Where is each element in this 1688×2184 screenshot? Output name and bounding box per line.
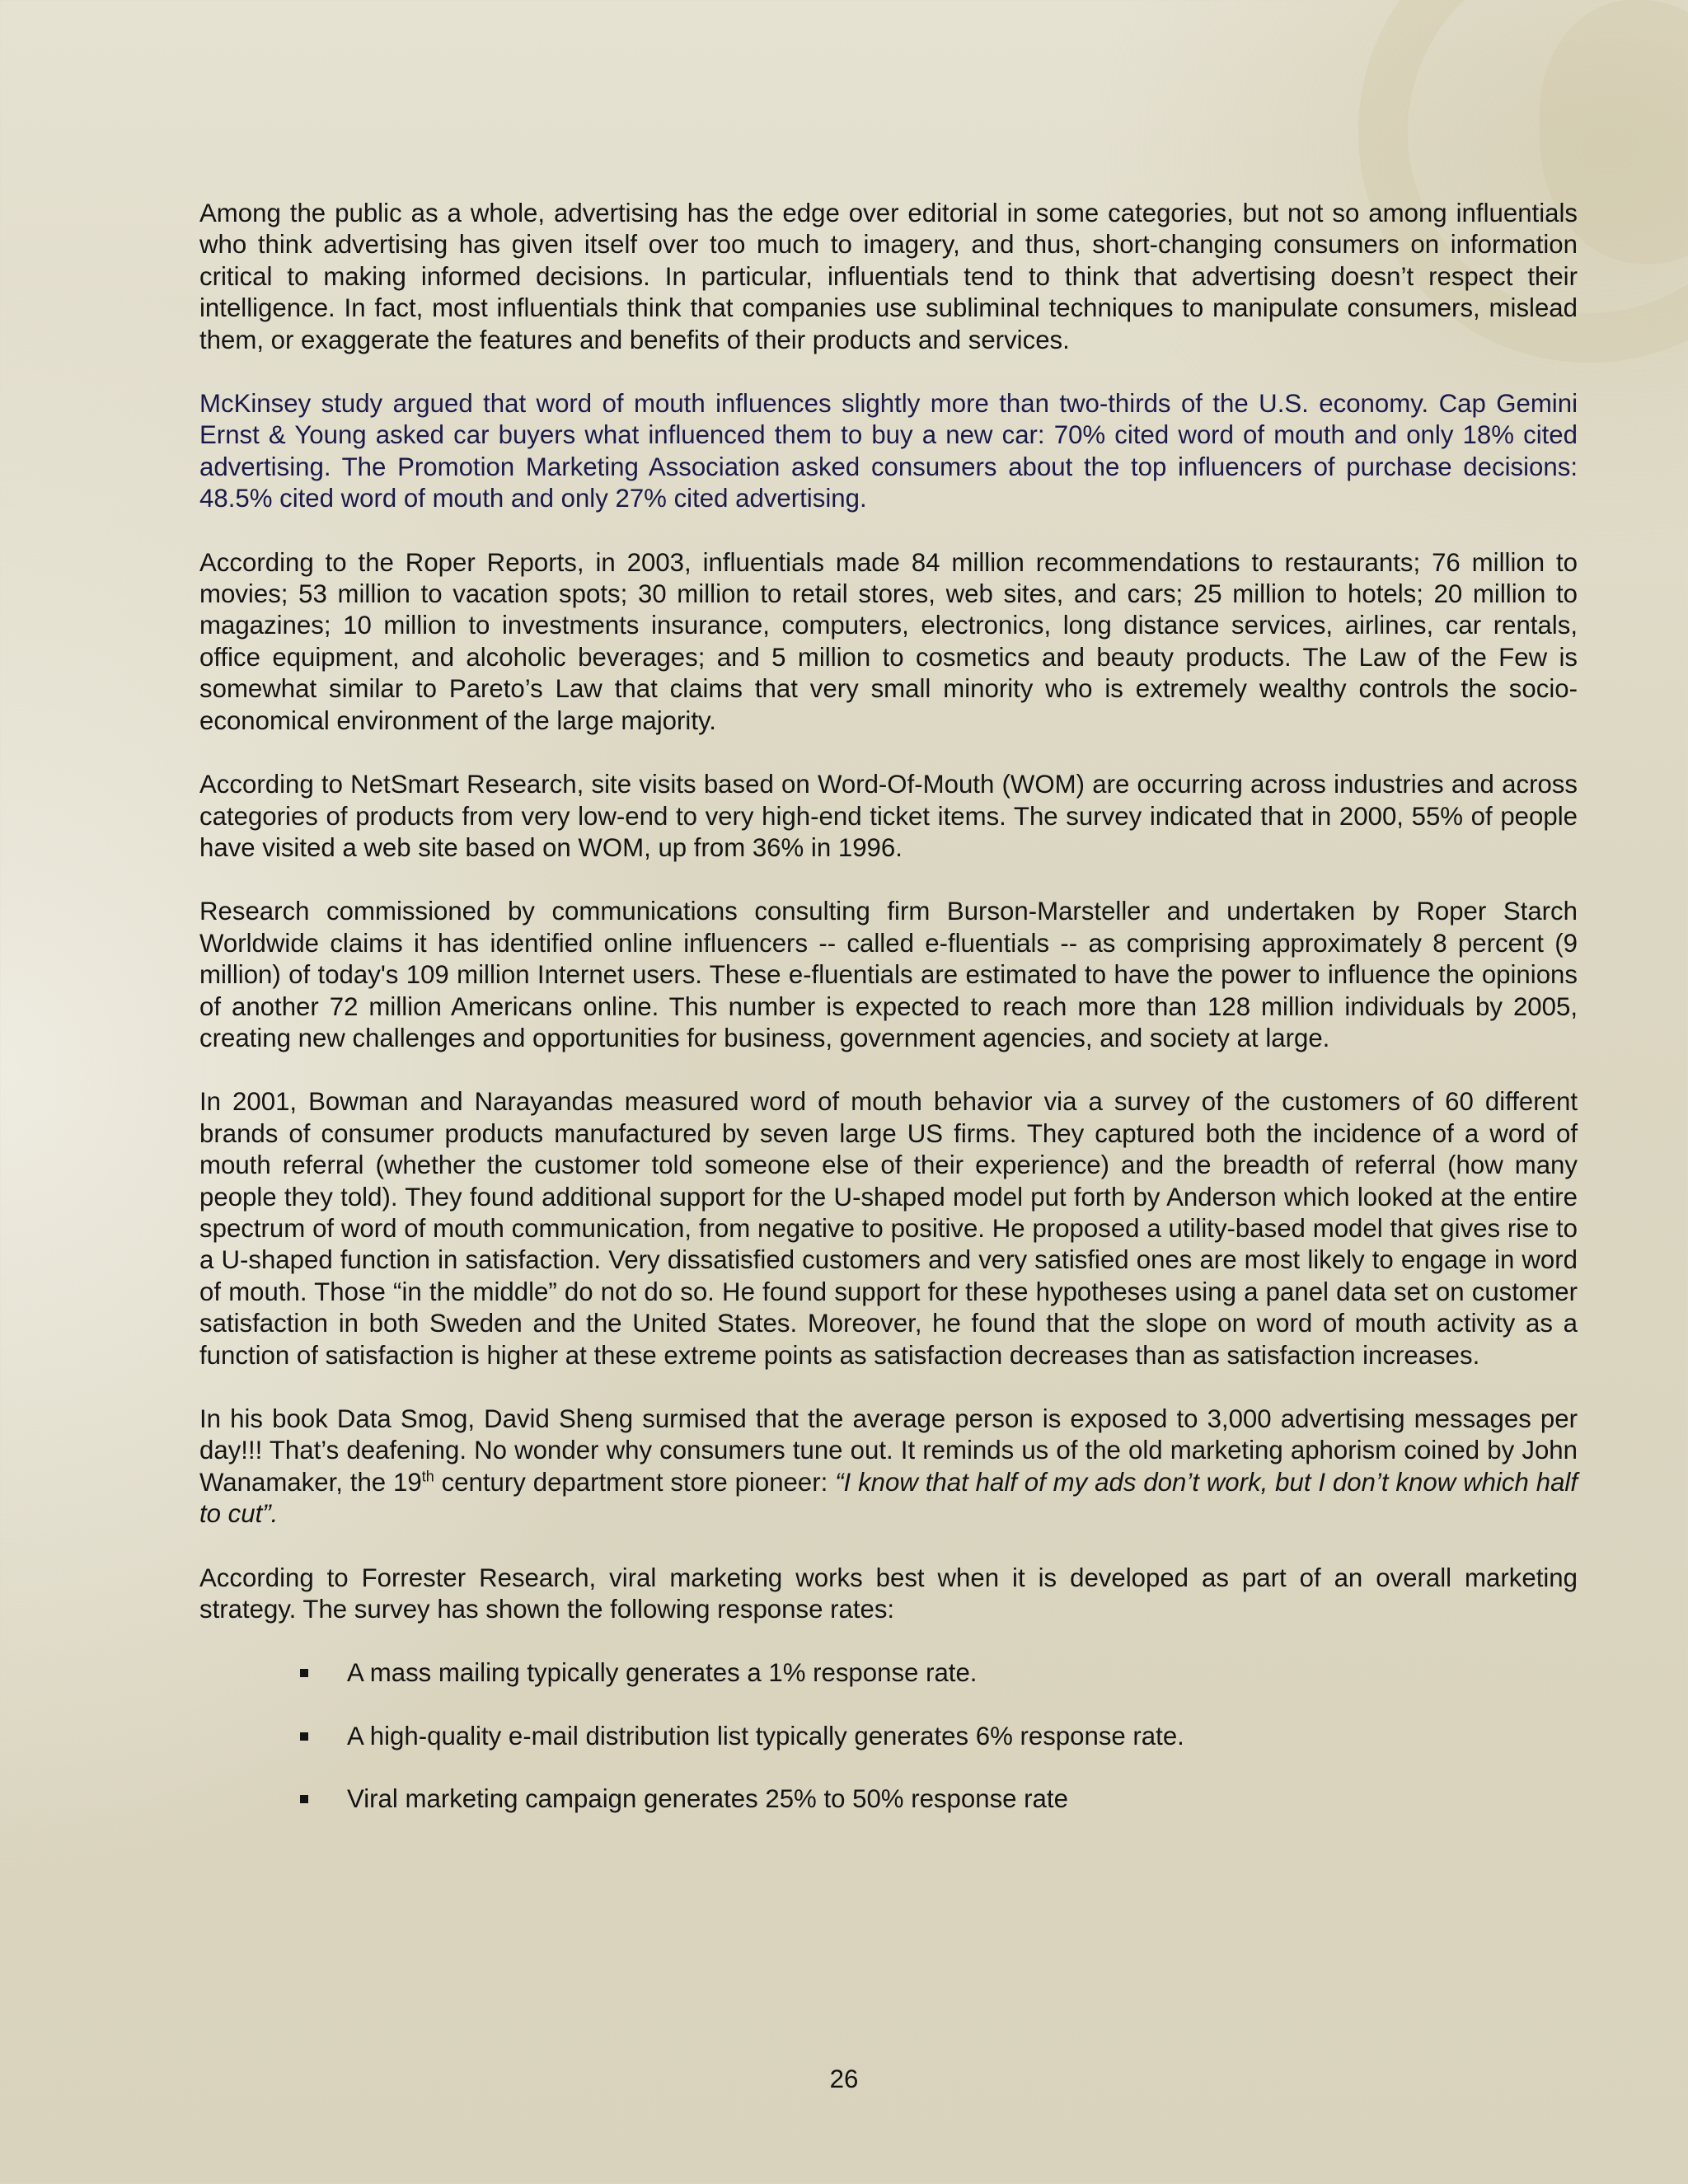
paragraph-netsmart-research: According to NetSmart Research, site visits based on Word-Of-Mouth (WOM) are occurring across industries and across categories of products from very low-end to very high-end ticket items. The survey indicated that in 2000, 55% of people have visited a web site based on WOM, up from 36% in 1996. — [199, 770, 1578, 862]
data-smog-text: In his book Data Smog, David Sheng surmised that the average person is exposed to 3,000 advertising messages per day!!! That’s deafening. No wonder why consumers tune out. It reminds us of the old marketing aphorism coined by John Wanamaker, the 19 — [199, 1404, 1578, 1497]
square-bullet-icon — [300, 1732, 308, 1741]
wanamaker-quote: “I know that half of my ads don’t work, but I don’t know which half to cut”. — [199, 1467, 1578, 1529]
list-item-text: A mass mailing typically generates a 1% response rate. — [347, 1658, 978, 1688]
response-rates-list — [199, 1657, 1578, 1815]
square-bullet-icon — [300, 1795, 308, 1803]
list-item-text: A high-quality e-mail distribution list typically generates 6% response rate. — [347, 1721, 1184, 1750]
paragraph-mckinsey-study: McKinsey study argued that word of mouth influences slightly more than two-thirds of the U.S. economy. Cap Gemini Ernst & Young asked car buyers what influenced them to buy a new car: 70% cited word of mouth and only 18% cited advertising. The Promotion Marketing Association asked consumers about the top influencers of purchase decisions: 48.5% cited word of mouth and only 27% cited advertising. — [199, 389, 1578, 513]
paragraph-forrester-research: According to Forrester Research, viral marketing works best when it is developed as part of an overall marketing strategy. The survey has shown the following response rates: — [199, 1563, 1578, 1624]
square-bullet-icon — [300, 1669, 308, 1677]
list-item — [199, 1721, 1578, 1752]
document-body — [199, 198, 1578, 1847]
paragraph-roper-reports: According to the Roper Reports, in 2003, influentials made 84 million recommendations to restaurants; 76 million to movies; 53 million to vacation spots; 30 million to retail stores, web sites, and cars; 25 million to hotels; 20 million to magazines; 10 million to investments insurance, computers, electronics, long distance services, airlines, car rentals, office equipment, and alcoholic beverages; and 5 million to cosmetics and beauty products. The Law of the Few is somewhat similar to Pareto’s Law that claims that very small minority who is extremely wealthy controls the socio-economical environment of the large majority. — [199, 547, 1578, 735]
paragraph-data-smog — [199, 1404, 1578, 1530]
data-smog-text-continued: century department store pioneer: — [434, 1467, 836, 1497]
paragraph-burson-marsteller: Research commissioned by communications consulting firm Burson-Marsteller and undertaken by Roper Starch Worldwide claims it has identified online influencers -- called e-fluentials -- as comprising approximately 8 percent (9 million) of today's 109 million Internet users. These e-fluentials are estimated to have the power to influence the opinions of another 72 million Americans online. This number is expected to reach more than 128 million individuals by 2005, creating new challenges and opportunities for business, government agencies, and society at large. — [199, 897, 1578, 1052]
ordinal-superscript: th — [421, 1468, 434, 1485]
paragraph-bowman-narayandas: In 2001, Bowman and Narayandas measured word of mouth behavior via a survey of the customers of 60 different brands of consumer products manufactured by seven large US firms. They captured both the incidence of a word of mouth referral (whether the customer told someone else of their experience) and the breadth of referral (how many people they told). They found additional support for the U-shaped model put forth by Anderson which looked at the entire spectrum of word of mouth communication, from negative to positive. He proposed a utility-based model that gives rise to a U-shaped function in satisfaction. Very dissatisfied customers and very satisfied ones are most likely to engage in word of mouth. Those “in the middle” do not do so. He found support for these hypotheses using a panel data set on customer satisfaction in both Sweden and the United States. Moreover, he found that the slope on word of mouth activity as a function of satisfaction is higher at these extreme points as satisfaction decreases than as satisfaction increases. — [199, 1087, 1578, 1370]
list-item — [199, 1657, 1578, 1689]
list-item-text: Viral marketing campaign generates 25% to 50% response rate — [347, 1784, 1068, 1814]
list-item — [199, 1783, 1578, 1815]
paragraph-influentials-advertising: Among the public as a whole, advertising has the edge over editorial in some categories, but not so among influentials who think advertising has given itself over too much to imagery, and thus, short-changing consumers on information critical to making informed decisions. In particular, influentials tend to think that advertising doesn’t respect their intelligence. In fact, most influentials think that companies use subliminal techniques to manipulate consumers, mislead them, or exaggerate the features and benefits of their products and services. — [199, 199, 1578, 354]
page-number: 26 — [829, 2064, 859, 2093]
